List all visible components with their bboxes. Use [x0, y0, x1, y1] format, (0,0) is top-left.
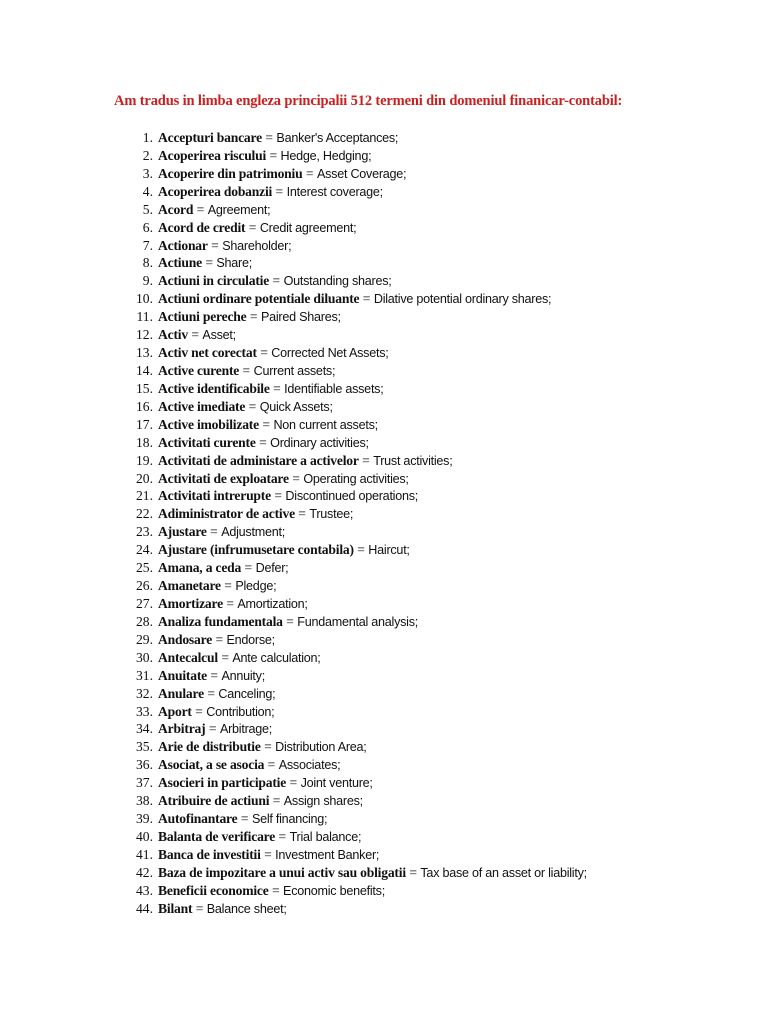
equals-separator: = — [258, 416, 274, 432]
entry-text — [158, 165, 406, 184]
term-romanian: Activ — [158, 327, 188, 343]
entry-text — [158, 774, 373, 793]
entry-text — [158, 649, 321, 668]
equals-separator: = — [245, 398, 260, 414]
list-item — [0, 147, 768, 165]
equals-separator: = — [246, 309, 261, 325]
item-number: 10. — [136, 291, 153, 307]
term-romanian: Acoperirea riscului — [158, 147, 267, 163]
list-item — [0, 523, 768, 541]
entry-text — [158, 685, 275, 704]
item-number: 25. — [136, 560, 153, 576]
entry-text — [158, 505, 353, 524]
equals-separator: = — [275, 828, 290, 844]
term-romanian: Anulare — [158, 685, 204, 701]
entry-text — [158, 631, 275, 650]
equals-separator: = — [217, 649, 233, 665]
item-number: 24. — [136, 542, 153, 558]
list-item — [0, 774, 768, 792]
item-number: 40. — [136, 828, 153, 844]
list-item — [0, 219, 768, 237]
term-romanian: Arbitraj — [158, 721, 206, 737]
entry-text — [158, 308, 341, 327]
list-item — [0, 254, 768, 272]
equals-separator: = — [260, 846, 276, 862]
term-romanian: Activ net corectat — [158, 345, 257, 361]
term-english: Trustee; — [309, 507, 354, 522]
equals-separator: = — [256, 345, 272, 361]
entry-text — [158, 703, 274, 722]
equals-separator: = — [359, 291, 374, 307]
item-number: 12. — [136, 327, 153, 343]
equals-separator: = — [282, 613, 298, 629]
term-english: Ordinary activities; — [270, 435, 369, 450]
list-item — [0, 810, 768, 828]
equals-separator: = — [405, 864, 421, 880]
list-item — [0, 720, 768, 738]
entry-text — [158, 595, 308, 614]
term-english: Pledge; — [235, 579, 277, 594]
item-number: 42. — [136, 864, 153, 880]
term-romanian: Amana, a ceda — [158, 560, 242, 576]
list-item — [0, 416, 768, 434]
item-number: 29. — [136, 631, 153, 647]
term-english: Tax base of an asset or liability; — [420, 865, 587, 880]
term-romanian: Actionar — [158, 237, 208, 253]
equals-separator: = — [201, 255, 217, 271]
item-number: 44. — [136, 900, 153, 916]
entry-text — [158, 720, 272, 739]
entry-text — [158, 792, 363, 811]
term-romanian: Acord de credit — [158, 219, 246, 235]
entry-text — [158, 846, 379, 865]
list-item — [0, 703, 768, 721]
equals-separator: = — [222, 595, 238, 611]
entry-text — [158, 470, 409, 489]
term-english: Adjustment; — [221, 525, 285, 540]
term-english: Asset; — [202, 328, 236, 343]
item-number: 13. — [136, 345, 153, 361]
item-number: 19. — [136, 452, 153, 468]
term-english: Hedge, Hedging; — [280, 148, 372, 163]
item-number: 22. — [136, 506, 153, 522]
equals-separator: = — [264, 757, 279, 773]
equals-separator: = — [294, 506, 310, 522]
term-romanian: Anuitate — [158, 667, 207, 683]
entry-text — [158, 237, 291, 256]
entry-text — [158, 523, 285, 542]
item-number: 11. — [136, 309, 153, 325]
item-number: 26. — [136, 578, 153, 594]
item-number: 33. — [136, 703, 153, 719]
entry-text — [158, 416, 378, 435]
term-english: Non current assets; — [273, 417, 378, 432]
term-english: Economic benefits; — [283, 883, 385, 898]
equals-separator: = — [261, 130, 277, 145]
entry-text — [158, 828, 361, 847]
list-item — [0, 559, 768, 577]
equals-separator: = — [288, 470, 304, 486]
term-english: Quick Assets; — [259, 399, 333, 414]
item-number: 5. — [142, 201, 153, 217]
list-item — [0, 344, 768, 362]
item-number: 21. — [136, 488, 153, 504]
entry-text — [158, 398, 333, 417]
equals-separator: = — [269, 273, 284, 289]
term-english: Corrected Net Assets; — [271, 346, 389, 361]
term-romanian: Autofinantare — [158, 811, 238, 827]
term-romanian: Activitati intrerupte — [158, 488, 271, 504]
equals-separator: = — [206, 524, 222, 540]
list-item — [0, 577, 768, 595]
list-item — [0, 756, 768, 774]
item-number: 32. — [136, 685, 153, 701]
list-item — [0, 201, 768, 219]
equals-separator: = — [272, 183, 287, 199]
term-english: Fundamental analysis; — [297, 614, 419, 629]
equals-separator: = — [207, 667, 222, 683]
term-romanian: Banca de investitii — [158, 846, 261, 862]
equals-separator: = — [353, 542, 369, 558]
list-item — [0, 649, 768, 667]
term-romanian: Atribuire de actiuni — [158, 793, 270, 809]
item-number: 38. — [136, 793, 153, 809]
equals-separator: = — [269, 793, 284, 809]
entry-text — [158, 559, 288, 578]
list-item — [0, 326, 768, 344]
item-number: 16. — [136, 398, 153, 414]
equals-separator: = — [191, 703, 207, 719]
term-english: Self financing; — [251, 812, 328, 827]
list-item — [0, 434, 768, 452]
item-number: 14. — [136, 362, 153, 378]
equals-separator: = — [207, 237, 223, 253]
item-number: 20. — [136, 470, 153, 486]
list-item — [0, 828, 768, 846]
term-romanian: Andosare — [158, 631, 213, 647]
term-english: Dilative potential ordinary shares; — [373, 292, 552, 307]
entry-text — [158, 326, 236, 345]
entry-text — [158, 254, 252, 273]
term-romanian: Arie de distributie — [158, 739, 261, 755]
entry-text — [158, 541, 410, 560]
term-english: Endorse; — [226, 632, 275, 647]
term-romanian: Asocieri in participatie — [158, 775, 287, 791]
item-number: 34. — [136, 721, 153, 737]
list-item — [0, 864, 768, 882]
list-item — [0, 900, 768, 918]
term-english: Contribution; — [206, 704, 275, 719]
term-english: Share; — [216, 256, 252, 271]
term-english: Defer; — [255, 561, 289, 576]
term-romanian: Actiuni ordinare potentiale diluante — [158, 291, 360, 307]
list-item — [0, 505, 768, 523]
term-romanian: Beneficii economice — [158, 882, 269, 898]
item-number: 23. — [136, 524, 153, 540]
equals-separator: = — [266, 147, 281, 163]
equals-separator: = — [193, 201, 208, 217]
equals-separator: = — [260, 739, 276, 755]
entry-text — [158, 183, 383, 202]
term-romanian: Acord — [158, 201, 194, 217]
term-english: Assign shares; — [283, 794, 363, 809]
term-english: Identifiable assets; — [284, 381, 384, 396]
entry-text — [158, 434, 369, 453]
term-romanian: Amanetare — [158, 578, 221, 594]
list-item — [0, 792, 768, 810]
equals-separator: = — [187, 327, 203, 343]
item-number: 30. — [136, 649, 153, 665]
entry-text — [158, 344, 389, 363]
entry-text — [158, 667, 265, 686]
list-item — [0, 541, 768, 559]
term-romanian: Accepturi bancare — [158, 130, 262, 145]
item-number: 41. — [136, 846, 153, 862]
term-romanian: Active imobilizate — [158, 416, 259, 432]
list-item — [0, 290, 768, 308]
list-item — [0, 380, 768, 398]
term-romanian: Ajustare (infrumusetare contabila) — [158, 542, 354, 558]
term-english: Arbitrage; — [219, 722, 273, 737]
entry-text — [158, 147, 371, 166]
term-romanian: Active curente — [158, 362, 240, 378]
entry-text — [158, 272, 392, 291]
equals-separator: = — [241, 560, 256, 576]
term-romanian: Amortizare — [158, 595, 223, 611]
item-number: 43. — [136, 882, 153, 898]
term-romanian: Baza de impozitare a unui activ sau obligatii — [158, 864, 406, 880]
entry-text — [158, 452, 452, 471]
term-english: Annuity; — [221, 668, 265, 683]
equals-separator: = — [212, 631, 227, 647]
list-item — [0, 595, 768, 613]
term-romanian: Antecalcul — [158, 649, 218, 665]
list-item — [0, 487, 768, 505]
term-english: Ante calculation; — [232, 650, 321, 665]
entry-text — [158, 380, 383, 399]
term-romanian: Active identificabile — [158, 380, 270, 396]
term-romanian: Adiministrator de active — [158, 506, 295, 522]
item-number: 1. — [142, 130, 153, 145]
equals-separator: = — [203, 685, 219, 701]
item-number: 2. — [142, 147, 153, 163]
list-item — [0, 613, 768, 631]
entry-text — [158, 756, 340, 775]
item-number: 7. — [142, 237, 153, 253]
entry-text — [158, 577, 276, 596]
entry-text — [158, 882, 385, 901]
item-number: 39. — [136, 811, 153, 827]
list-item — [0, 882, 768, 900]
list-item — [0, 362, 768, 380]
term-english: Amortization; — [237, 596, 308, 611]
term-romanian: Ajustare — [158, 524, 207, 540]
entry-text — [158, 810, 327, 829]
list-item — [0, 470, 768, 488]
equals-separator: = — [269, 380, 285, 396]
list-item — [0, 667, 768, 685]
item-number: 4. — [142, 183, 153, 199]
term-english: Balance sheet; — [206, 901, 287, 916]
equals-separator: = — [286, 775, 301, 791]
equals-separator: = — [255, 434, 271, 450]
equals-separator: = — [268, 882, 284, 898]
list-item — [0, 631, 768, 649]
entry-text — [158, 864, 587, 883]
list-item — [0, 237, 768, 255]
list-item — [0, 165, 768, 183]
entry-text — [158, 219, 356, 238]
item-number: 35. — [136, 739, 153, 755]
term-romanian: Acoperire din patrimoniu — [158, 165, 303, 181]
equals-separator: = — [205, 721, 220, 737]
list-item — [0, 452, 768, 470]
term-english: Discontinued operations; — [285, 489, 419, 504]
term-english: Trust activities; — [373, 453, 453, 468]
item-number: 9. — [142, 273, 153, 289]
equals-separator: = — [220, 578, 236, 594]
term-english: Joint venture; — [300, 776, 373, 791]
entry-text — [158, 613, 418, 632]
term-romanian: Actiuni in circulatie — [158, 273, 270, 289]
item-number: 8. — [142, 255, 153, 271]
item-number: 6. — [142, 219, 153, 235]
equals-separator: = — [358, 452, 374, 468]
term-english: Interest coverage; — [286, 184, 383, 199]
item-number: 31. — [136, 667, 153, 683]
item-number: 15. — [136, 380, 153, 396]
term-romanian: Active imediate — [158, 398, 246, 414]
item-number: 28. — [136, 613, 153, 629]
term-english: Outstanding shares; — [283, 274, 392, 289]
equals-separator: = — [302, 165, 317, 181]
term-romanian: Activitati curente — [158, 434, 256, 450]
term-english: Investment Banker; — [275, 847, 380, 862]
term-english: Current assets; — [253, 363, 336, 378]
terms-list — [0, 129, 768, 918]
term-romanian: Actiuni pereche — [158, 309, 247, 325]
equals-separator: = — [270, 488, 286, 504]
term-english: Paired Shares; — [260, 310, 341, 325]
document-title: Am tradus in limba engleza principalii 512 termeni din domeniul finanicar-contabil: — [114, 93, 623, 109]
term-english: Associates; — [278, 758, 341, 773]
term-romanian: Balanta de verificare — [158, 828, 276, 844]
list-item — [0, 308, 768, 326]
term-romanian: Aport — [158, 703, 192, 719]
item-number: 3. — [142, 165, 153, 181]
item-number: 17. — [136, 416, 153, 432]
equals-separator: = — [245, 219, 260, 235]
entry-text — [158, 900, 287, 919]
equals-separator: = — [192, 900, 207, 916]
term-english: Distribution Area; — [275, 740, 367, 755]
term-english: Shareholder; — [222, 238, 292, 253]
term-english: Agreement; — [207, 202, 271, 217]
list-item — [0, 183, 768, 201]
term-english: Canceling; — [218, 686, 276, 701]
item-number: 18. — [136, 434, 153, 450]
list-item — [0, 398, 768, 416]
term-english: Operating activities; — [303, 471, 409, 486]
equals-separator: = — [239, 362, 254, 378]
term-romanian: Analiza fundamentala — [158, 613, 283, 629]
term-english: Banker's Acceptances; — [276, 131, 399, 145]
entry-text — [158, 487, 418, 506]
term-english: Credit agreement; — [259, 220, 357, 235]
entry-text — [158, 362, 335, 381]
term-english: Haircut; — [368, 543, 410, 558]
entry-text — [158, 290, 551, 309]
term-romanian: Activitati de exploatare — [158, 470, 289, 486]
entry-text — [158, 738, 367, 757]
entry-text — [158, 129, 398, 148]
term-romanian: Actiune — [158, 255, 202, 271]
item-number: 27. — [136, 595, 153, 611]
list-item — [0, 846, 768, 864]
list-item — [0, 738, 768, 756]
term-romanian: Asociat, a se asocia — [158, 757, 265, 773]
term-romanian: Activitati de administare a activelor — [158, 452, 359, 468]
item-number: 36. — [136, 757, 153, 773]
entry-text — [158, 201, 270, 220]
item-number: 37. — [136, 775, 153, 791]
term-romanian: Bilant — [158, 900, 193, 916]
list-item — [0, 272, 768, 290]
list-item — [0, 685, 768, 703]
term-romanian: Acoperirea dobanzii — [158, 183, 273, 199]
equals-separator: = — [237, 811, 252, 827]
term-english: Trial balance; — [289, 829, 362, 844]
term-english: Asset Coverage; — [316, 166, 407, 181]
list-item — [0, 129, 768, 147]
